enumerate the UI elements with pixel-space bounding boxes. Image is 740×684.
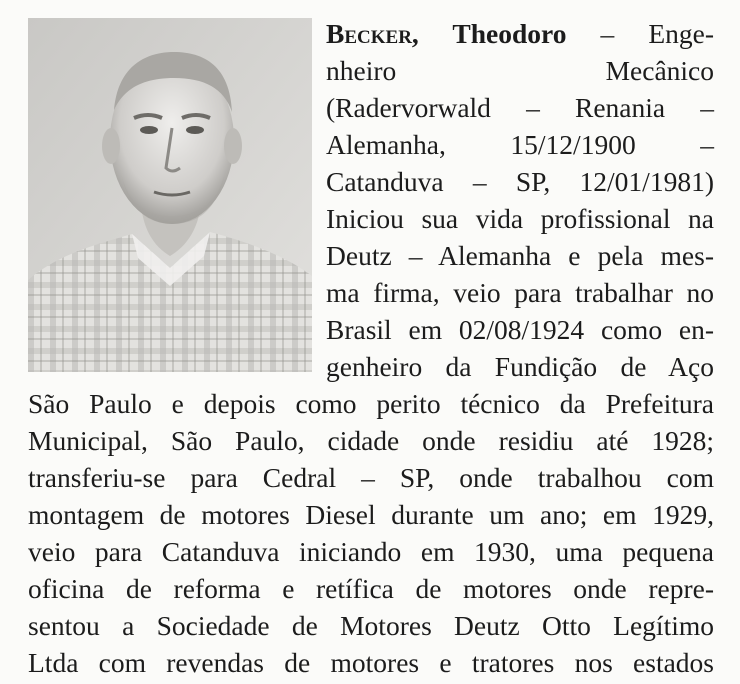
text-line-4: Alemanha, 15/12/1900 – <box>326 129 714 160</box>
entry-surname: Becker <box>326 18 412 49</box>
text-line-7: Deutz – Alemanha e pela mes- <box>326 240 714 271</box>
text-line-10: genheiro da Fundição de Aço <box>326 351 714 382</box>
text-line-1 <box>326 16 714 52</box>
text-line-15: veio para Catanduva iniciando em 1930, uma pequena <box>28 536 714 567</box>
text-line-2: nheiro Mecânico <box>326 55 714 86</box>
text-line-8: ma firma, veio para trabalhar no <box>326 277 714 308</box>
text-line-5: Catanduva – SP, 12/01/1981) <box>326 166 714 197</box>
entry-line-1-rest: – Enge- <box>566 18 714 49</box>
text-line-11: São Paulo e depois como perito técnico da Prefeitura <box>28 388 714 419</box>
text-line-3: (Radervorwald – Renania – <box>326 92 714 123</box>
portrait-photo <box>28 18 312 372</box>
text-line-17: sentou a Sociedade de Motores Deutz Otto Legítimo <box>28 610 714 641</box>
text-line-9: Brasil em 02/08/1924 como en- <box>326 314 714 345</box>
text-line-13: transferiu-se para Cedral – SP, onde trabalhou com <box>28 462 714 493</box>
text-line-12: Municipal, São Paulo, cidade onde residiu até 1928; <box>28 425 714 456</box>
text-line-16: oficina de reforma e retífica de motores onde repre- <box>28 573 714 604</box>
text-line-18: Ltda com revendas de motores e tratores nos estados <box>28 647 714 678</box>
entry-given-name: Theodoro <box>452 18 567 49</box>
text-line-14: montagem de motores Diesel durante um ano; em 1929, <box>28 499 714 530</box>
portrait-image <box>28 18 312 372</box>
entry-name: Becker, Theodoro <box>326 18 567 49</box>
text-line-6: Iniciou sua vida profissional na <box>326 203 714 234</box>
